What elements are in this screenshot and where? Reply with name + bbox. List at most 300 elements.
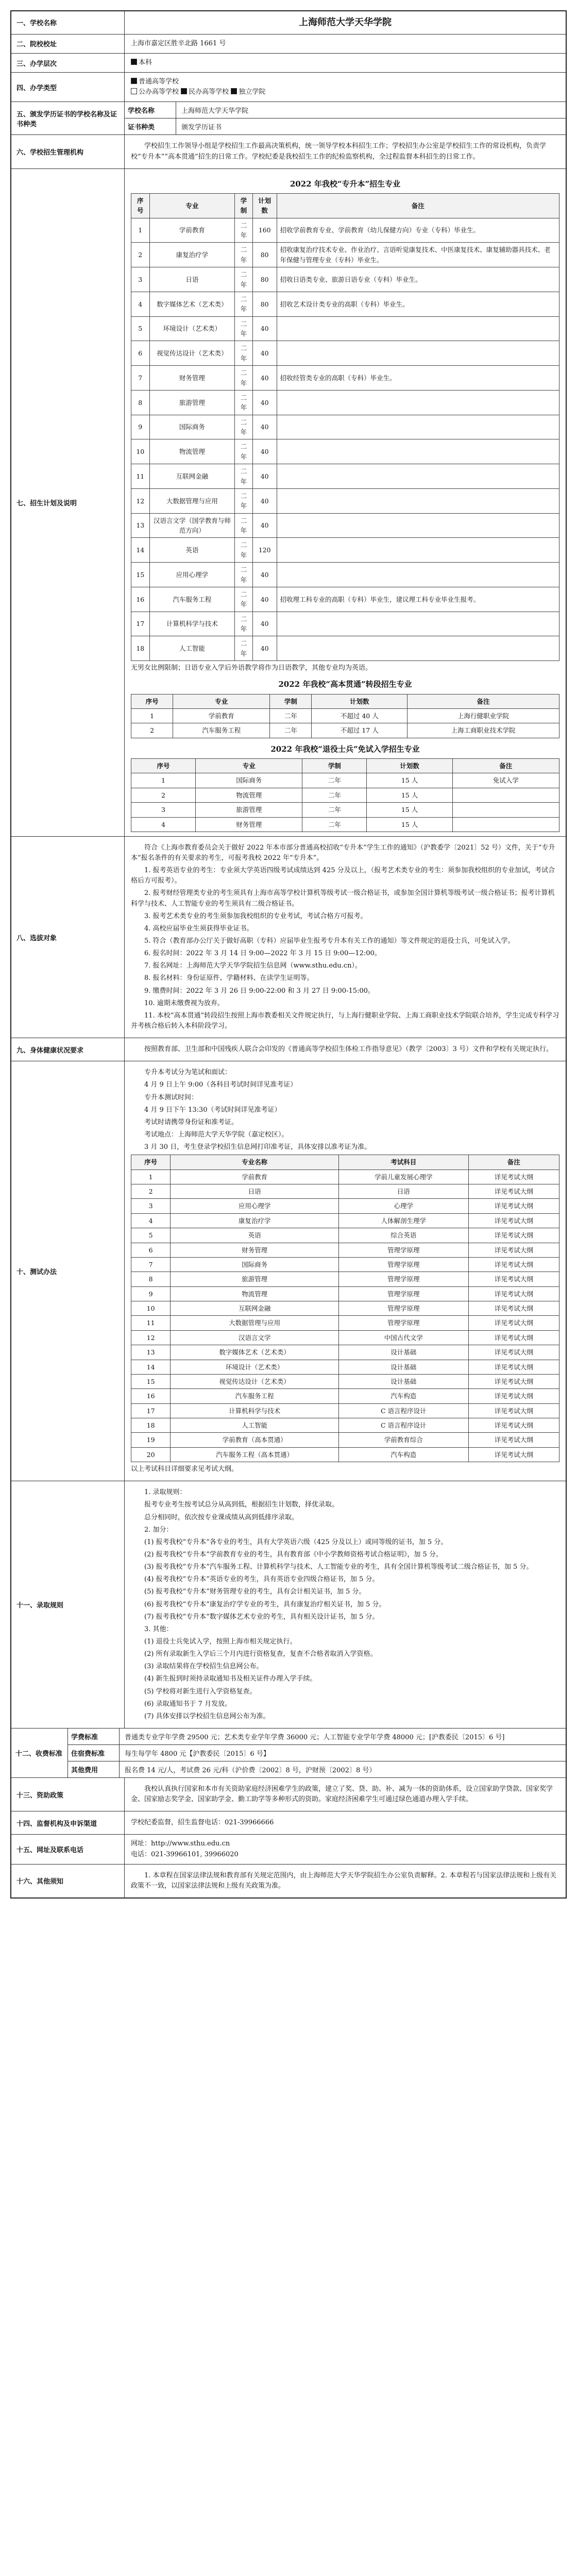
table-header: 专业 xyxy=(149,193,235,218)
table-cell: 40 xyxy=(252,316,277,341)
table-cell: 11 xyxy=(131,464,150,489)
table-cell: 二年 xyxy=(235,636,253,661)
table-cell: 旅游管理 xyxy=(196,803,302,817)
label-health: 九、身体健康状况要求 xyxy=(11,1038,125,1061)
paragraph: 2. 加分： xyxy=(144,1526,173,1534)
table-cell: 学前教育（高本贯通） xyxy=(171,1433,339,1447)
table-cell: 康复治疗学 xyxy=(149,243,235,267)
table-cell xyxy=(277,636,559,661)
plan-caption-1: 2022 年我校“专升本”招生专业 xyxy=(290,179,401,189)
table-cell: 日语 xyxy=(338,1184,468,1199)
table-cell: 视觉传达设计（艺术类） xyxy=(149,341,235,366)
table-cell: 学前儿童发展心理学 xyxy=(338,1170,468,1184)
paragraph: 9. 缴费时间：2022 年 3 月 26 日 9:00-22:00 和 3 月 27 日 9:00-15:00。 xyxy=(144,987,375,995)
table-cell: 15 xyxy=(131,563,150,587)
table-cell xyxy=(277,439,559,464)
table-cell: 详见考试大纲 xyxy=(468,1360,559,1374)
table-header: 专业 xyxy=(196,759,302,773)
table-cell: 详见考试大纲 xyxy=(468,1330,559,1345)
table-cell xyxy=(452,817,559,832)
table-cell: 5 xyxy=(131,316,150,341)
table-cell: 应用心理学 xyxy=(149,563,235,587)
table-cell: 数字媒体艺术（艺术类） xyxy=(149,292,235,316)
table-cell: 英语 xyxy=(149,538,235,563)
table-cell: 18 xyxy=(131,636,150,661)
checkbox-icon xyxy=(181,88,187,94)
table-cell: 中国古代文学 xyxy=(338,1330,468,1345)
table-cell: 80 xyxy=(252,243,277,267)
table-cell: 9 xyxy=(131,415,150,439)
table-cell: 14 xyxy=(131,538,150,563)
aid-text: 我校认真执行国家和本市有关资助家庭经济困难学生的政策，建立了奖、贷、助、补、减为一体的资助体系，设立国家助学贷款、国家奖学金、国家励志奖学金、国家助学金、勤工助学等多种形式的资助。家庭经济困难学生可通过绿色通道办理入学手续。 xyxy=(131,1785,553,1804)
table-row xyxy=(131,1374,559,1388)
paragraph: (7) 报考我校“专升本”数字媒体艺术专业的考生，具有相关设计证书，加 5 分。 xyxy=(144,1613,379,1621)
table-cell: 管理学原理 xyxy=(338,1257,468,1272)
label-admit: 十一、录取规则 xyxy=(11,1481,125,1728)
table-cell: 人体解剖生理学 xyxy=(338,1213,468,1228)
cert-value: 颁发学历证书 xyxy=(181,124,222,132)
paragraph: 4 月 9 日上午 9:00（各科目考试时间详见准考证） xyxy=(144,1081,297,1089)
table-cell: 详见考试大纲 xyxy=(468,1418,559,1433)
table-cell: 大数据管理与应用 xyxy=(171,1316,339,1330)
paragraph: 3. 其他： xyxy=(144,1625,173,1633)
table-row xyxy=(131,723,559,738)
table-cell: 汽车构造 xyxy=(338,1447,468,1462)
table-cell: 详见考试大纲 xyxy=(468,1213,559,1228)
paragraph: (1) 报考我校“专升本”各专业的考生，具有大学英语六级（425 分及以上）或同等级的证书，加 5 分。 xyxy=(144,1538,448,1546)
table-cell: 视觉传达设计（艺术类） xyxy=(171,1374,339,1388)
paragraph: 考试时请携带身份证和准考证。 xyxy=(144,1118,239,1126)
table-cell: 9 xyxy=(131,1286,171,1301)
table-cell: 详见考试大纲 xyxy=(468,1433,559,1447)
label-aid: 十三、资助政策 xyxy=(11,1778,125,1811)
table-cell: 招收康复治疗技术专业、作业治疗、言语听觉康复技术、中医康复技术、康复辅助器具技术、老年保健与管理专业（专科）毕业生。 xyxy=(277,243,559,267)
table-row xyxy=(131,439,559,464)
paragraph: 1. 报考英语专业的考生：专业须大学英语四级考试成绩达到 425 分及以上，（报考艺术类专业的考生：须参加我校组织的专业加试，考试合格后方可报考）。 xyxy=(131,867,555,885)
table-row xyxy=(131,1243,559,1257)
table-cell: 3 xyxy=(131,267,150,292)
table-cell: 汽车服务工程（高本贯通） xyxy=(171,1447,339,1462)
table-header: 专业名称 xyxy=(171,1155,339,1170)
table-row xyxy=(131,243,559,267)
table-cell: 二年 xyxy=(302,803,367,817)
table-cell: 1 xyxy=(131,1170,171,1184)
table-cell: 详见考试大纲 xyxy=(468,1316,559,1330)
table-row xyxy=(131,1389,559,1403)
table-header: 序号 xyxy=(131,759,196,773)
table-cell: 环境设计（艺术类） xyxy=(149,316,235,341)
contact-phone: 电话：021-39966101, 39966020 xyxy=(131,1850,239,1858)
paragraph: 11. 本校“高本贯通”转段招生按照上海市教委相关文件规定执行，与上海行健职业学院、上海工商职业技术学院联合培养，学生完成专科学习并考核合格后转入本科阶段学习。 xyxy=(131,1011,559,1030)
table-header: 备注 xyxy=(408,694,559,708)
table-cell: 160 xyxy=(252,218,277,243)
plan-caption-3: 2022 年我校“退役士兵”免试入学招生专业 xyxy=(270,744,420,754)
table-header: 学制 xyxy=(270,694,312,708)
paragraph: (2) 所有录取新生入学后三个月内进行资格复查，复查不合格者取消入学资格。 xyxy=(144,1650,377,1658)
table-cell: 17 xyxy=(131,612,150,636)
row-other xyxy=(11,1865,566,1897)
table-cell: 二年 xyxy=(235,267,253,292)
paragraph: (4) 报考我校“专升本”英语专业的考生，具有英语专业四级合格证书，加 5 分。 xyxy=(144,1575,379,1584)
paragraph: 2. 报考财经管理类专业的考生须具有上海市高等学校计算机等级考试一级合格证书，或参加全国计算机等级考试一级合格证书；报考计算机科学与技术、人工智能专业的考生须具有二级合格证书。 xyxy=(131,889,555,908)
table-cell xyxy=(277,612,559,636)
table-row xyxy=(131,1316,559,1330)
table-cell: 80 xyxy=(252,267,277,292)
type-opt: 独立学院 xyxy=(239,88,266,96)
table-cell: 人工智能 xyxy=(171,1418,339,1433)
plan-note: 无男女比例限制；日语专业入学后外语教学将作为日语教学，其他专业均为英语。 xyxy=(131,664,372,672)
table-cell: 3 xyxy=(131,803,196,817)
checkbox-icon xyxy=(131,59,137,65)
table-cell: 招收日语类专业、旅游日语专业（专科）毕业生。 xyxy=(277,267,559,292)
table-cell: 40 xyxy=(252,488,277,513)
table-cell: 11 xyxy=(131,1316,171,1330)
label-other: 十六、其他须知 xyxy=(11,1865,125,1897)
table-header: 备注 xyxy=(468,1155,559,1170)
table-cell: 40 xyxy=(252,587,277,612)
paragraph: 8. 报名材料：身份证原件、学籍材料、在读学生证明等。 xyxy=(144,974,314,982)
table-row xyxy=(131,1272,559,1286)
table-cell: 2 xyxy=(131,723,173,738)
paragraph: 4 月 9 日下午 13:30（考试时间详见准考证） xyxy=(144,1106,281,1114)
table-header: 计划数 xyxy=(367,759,452,773)
table-cell: 40 xyxy=(252,513,277,538)
table-cell: 国际商务 xyxy=(196,773,302,788)
table-cell: 4 xyxy=(131,292,150,316)
paragraph: 1. 录取规则： xyxy=(144,1488,186,1497)
paragraph: 符合《上海市教育委员会关于做好 2022 年本市部分普通高校招收“专升本”学生工作的通知》（沪教委学〔2021〕52 号）文件，关于“专升本”报名条件的有关要求的考生，可报考我校 2022 年“专升本”。 xyxy=(131,843,555,862)
table-cell: 国际商务 xyxy=(149,415,235,439)
table-row xyxy=(131,612,559,636)
paragraph: (6) 录取通知书于 7 月发放。 xyxy=(144,1700,232,1708)
table-cell: 4 xyxy=(131,1213,171,1228)
table-cell: 详见考试大纲 xyxy=(468,1301,559,1316)
label-school-name: 一、学校名称 xyxy=(11,11,125,34)
cert-value: 上海师范大学天华学院 xyxy=(181,107,249,115)
table-cell: 二年 xyxy=(235,612,253,636)
table-cell: 详见考试大纲 xyxy=(468,1199,559,1213)
table-cell: 2 xyxy=(131,1184,171,1199)
table-cell: 二年 xyxy=(302,788,367,802)
table-header: 序号 xyxy=(131,694,173,708)
table-cell: 上海行健职业学院 xyxy=(408,709,559,723)
table-cell: 40 xyxy=(252,636,277,661)
row-plan xyxy=(11,169,566,837)
school-name: 上海师范大学天华学院 xyxy=(299,17,392,28)
table-row xyxy=(131,1228,559,1243)
row-supervise xyxy=(11,1811,566,1835)
supervise-text: 学校纪委监督，招生监督电话：021-39966666 xyxy=(131,1819,274,1827)
table-cell: 管理学原理 xyxy=(338,1286,468,1301)
table-row xyxy=(131,1286,559,1301)
paragraph: 3. 报考艺术类专业的考生须参加我校组织的专业考试，考试合格方可报考。 xyxy=(144,912,367,920)
paragraph: (3) 录取结果将在学校招生信息网公布。 xyxy=(144,1663,263,1671)
table-cell: 环境设计（艺术类） xyxy=(171,1360,339,1374)
apply-paras xyxy=(125,837,566,1038)
table-row xyxy=(131,817,559,832)
table-cell: 学前教育综合 xyxy=(338,1433,468,1447)
table-header: 备注 xyxy=(452,759,559,773)
fee-value: 普通类专业学年学费 29500 元；艺术类专业学年学费 36000 元；人工智能专业学年学费 48000 元；[沪教委民〔2015〕6 号] xyxy=(125,1733,505,1741)
paragraph: 考试地点：上海师范大学天华学院（嘉定校区）。 xyxy=(144,1130,288,1139)
table-cell: 15 人 xyxy=(367,817,452,832)
table-cell: 二年 xyxy=(235,243,253,267)
row-school-name xyxy=(11,11,566,35)
table-row xyxy=(131,341,559,366)
paragraph: 专升本测试时间： xyxy=(144,1093,198,1101)
table-cell: 汽车服务工程 xyxy=(173,723,270,738)
table-cell: 详见考试大纲 xyxy=(468,1243,559,1257)
table-cell: 1 xyxy=(131,709,173,723)
table-row xyxy=(131,1170,559,1184)
cert-key: 学校名称 xyxy=(125,102,176,118)
table-header: 学制 xyxy=(302,759,367,773)
table-cell: 二年 xyxy=(270,723,312,738)
table-row xyxy=(131,464,559,489)
plan-caption-2: 2022 年我校“高本贯通”转段招生专业 xyxy=(278,680,412,689)
table-cell: 招收经管类专业的高职（专科）毕业生。 xyxy=(277,366,559,391)
contact-website[interactable]: 网址：http://www.sthu.edu.cn xyxy=(131,1840,230,1848)
label-supervise: 十四、监督机构及申诉渠道 xyxy=(11,1811,125,1834)
table-cell: 学前教育 xyxy=(171,1170,339,1184)
table-cell: 招收学前教育专业、学前教育（幼儿保健方向）专业（专科）毕业生。 xyxy=(277,218,559,243)
table-header: 序号 xyxy=(131,1155,171,1170)
table-cell: 16 xyxy=(131,1389,171,1403)
table-cell: 不超过 40 人 xyxy=(312,709,408,723)
table-cell: 15 xyxy=(131,1374,171,1388)
table-row xyxy=(131,218,559,243)
table-cell: C 语言程序设计 xyxy=(338,1418,468,1433)
row-apply xyxy=(11,837,566,1038)
table-cell: 详见考试大纲 xyxy=(468,1170,559,1184)
table-cell xyxy=(452,803,559,817)
paragraph: (5) 报考我校“专升本”财务管理专业的考生，具有会计相关证书，加 5 分。 xyxy=(144,1588,366,1596)
table-cell: 二年 xyxy=(235,341,253,366)
table-cell: 13 xyxy=(131,1345,171,1360)
table-cell: C 语言程序设计 xyxy=(338,1403,468,1418)
row-health xyxy=(11,1038,566,1061)
paragraph: (2) 报考我校“专升本”学前教育专业的考生，具有教育部《中小学教师资格考试合格证明》，加 5 分。 xyxy=(144,1550,443,1558)
table-cell: 不超过 17 人 xyxy=(312,723,408,738)
table-header: 学制 xyxy=(235,193,253,218)
table-cell: 物流管理 xyxy=(149,439,235,464)
table-cell xyxy=(277,563,559,587)
paragraph: (5) 学校将对新生进行入学资格复查。 xyxy=(144,1687,257,1696)
table-cell: 17 xyxy=(131,1403,171,1418)
row-contact xyxy=(11,1835,566,1864)
table-cell: 招收理工科专业的高职（专科）毕业生，建议理工科专业毕业生报考。 xyxy=(277,587,559,612)
table-row xyxy=(131,1184,559,1199)
table-cell: 15 人 xyxy=(367,773,452,788)
table-cell: 7 xyxy=(131,1257,171,1272)
table-cell: 互联网金融 xyxy=(171,1301,339,1316)
exam-note: 以上考试科目详细要求见考试大纲。 xyxy=(131,1465,239,1473)
row-fees xyxy=(11,1728,566,1778)
table-cell: 18 xyxy=(131,1418,171,1433)
table-cell xyxy=(277,415,559,439)
table-cell: 详见考试大纲 xyxy=(468,1374,559,1388)
label-apply: 八、选拔对象 xyxy=(11,837,125,1038)
type-opt: 公办高等学校 xyxy=(139,88,179,96)
fees-table xyxy=(68,1728,566,1777)
table-row xyxy=(131,1199,559,1213)
table-row xyxy=(131,773,559,788)
table-cell xyxy=(277,464,559,489)
table-cell: 详见考试大纲 xyxy=(468,1272,559,1286)
table-cell: 应用心理学 xyxy=(171,1199,339,1213)
table-cell: 心理学 xyxy=(338,1199,468,1213)
paragraph: 10. 逾期未缴费视为放弃。 xyxy=(144,999,224,1007)
table-cell: 汉语言文学 xyxy=(171,1330,339,1345)
table-cell: 计算机科学与技术 xyxy=(171,1403,339,1418)
table-cell: 管理学原理 xyxy=(338,1301,468,1316)
table-row xyxy=(131,788,559,802)
fee-key: 学费标准 xyxy=(68,1728,120,1744)
table-row xyxy=(131,1360,559,1374)
table-row xyxy=(131,709,559,723)
fee-key: 住宿费标准 xyxy=(68,1745,120,1761)
table-cell xyxy=(277,316,559,341)
other-text: 1. 本章程在国家法律法规和教育部有关规定范围内，由上海师范大学天华学院招生办公室负责解释。2. 本章程若与国家法律法规和上级有关政策不一致，以国家法律法规和上级有关政策为准。 xyxy=(131,1871,557,1890)
checkbox-icon xyxy=(131,78,137,84)
cert-key: 证书种类 xyxy=(125,118,176,134)
level xyxy=(125,54,566,72)
table-cell: 人工智能 xyxy=(149,636,235,661)
table-row xyxy=(131,1403,559,1418)
type-options xyxy=(125,73,566,101)
table-cell: 财务管理 xyxy=(149,366,235,391)
table-row xyxy=(131,316,559,341)
row-exam xyxy=(11,1061,566,1481)
table-cell: 二年 xyxy=(235,587,253,612)
table-cell: 40 xyxy=(252,439,277,464)
table-cell: 上海工商职业技术学院 xyxy=(408,723,559,738)
table-cell: 大数据管理与应用 xyxy=(149,488,235,513)
type-opt: 普通高等学校 xyxy=(139,78,179,86)
row-org xyxy=(11,135,566,168)
label-exam: 十、测试办法 xyxy=(11,1061,125,1481)
table-row xyxy=(131,488,559,513)
table-cell: 学前教育 xyxy=(173,709,270,723)
table-cell: 40 xyxy=(252,563,277,587)
table-header: 计划数 xyxy=(252,193,277,218)
label-contact: 十五、网址及联系电话 xyxy=(11,1835,125,1863)
table-row xyxy=(131,1447,559,1462)
table-cell: 计算机科学与技术 xyxy=(149,612,235,636)
table-row xyxy=(131,563,559,587)
plan-table-3 xyxy=(131,758,559,832)
table-row xyxy=(131,803,559,817)
table-cell: 8 xyxy=(131,390,150,415)
table-header: 专业 xyxy=(173,694,270,708)
table-cell xyxy=(277,488,559,513)
paragraph: (7) 具体安排以学校招生信息网公布为准。 xyxy=(144,1712,270,1720)
table-cell: 二年 xyxy=(235,316,253,341)
table-row xyxy=(131,636,559,661)
table-cell: 二年 xyxy=(235,218,253,243)
table-cell: 汽车服务工程 xyxy=(149,587,235,612)
table-cell: 二年 xyxy=(235,415,253,439)
table-row xyxy=(131,390,559,415)
table-row xyxy=(131,1330,559,1345)
table-cell: 财务管理 xyxy=(171,1243,339,1257)
table-cell: 40 xyxy=(252,390,277,415)
table-cell xyxy=(277,390,559,415)
table-cell: 设计基础 xyxy=(338,1345,468,1360)
table-cell: 6 xyxy=(131,1243,171,1257)
table-cell xyxy=(277,341,559,366)
table-cell: 旅游管理 xyxy=(149,390,235,415)
table-cell xyxy=(277,513,559,538)
table-row xyxy=(131,1213,559,1228)
table-cell: 财务管理 xyxy=(196,817,302,832)
table-cell: 20 xyxy=(131,1447,171,1462)
table-cell: 10 xyxy=(131,439,150,464)
table-cell: 管理学原理 xyxy=(338,1272,468,1286)
table-row xyxy=(131,538,559,563)
table-cell: 汽车构造 xyxy=(338,1389,468,1403)
table-cell: 详见考试大纲 xyxy=(468,1447,559,1462)
table-cell: 15 人 xyxy=(367,788,452,802)
table-cell: 4 xyxy=(131,817,196,832)
table-cell: 免试入学 xyxy=(452,773,559,788)
label-address: 二、院校校址 xyxy=(11,35,125,53)
document xyxy=(10,10,567,1899)
table-cell: 6 xyxy=(131,341,150,366)
paragraph: 5. 符合（教育部办公厅关于做好高职（专科）应届毕业生报考专升本有关工作的通知）等文件规定的退役士兵，可免试入学。 xyxy=(144,937,515,945)
table-row xyxy=(131,1257,559,1272)
row-type xyxy=(11,73,566,102)
exam-paras xyxy=(131,1067,559,1153)
table-cell: 14 xyxy=(131,1360,171,1374)
table-cell: 详见考试大纲 xyxy=(468,1286,559,1301)
row-level xyxy=(11,54,566,73)
table-header: 计划数 xyxy=(312,694,408,708)
table-cell: 40 xyxy=(252,341,277,366)
table-cell: 二年 xyxy=(235,563,253,587)
table-cell: 物流管理 xyxy=(171,1286,339,1301)
label-fees: 十二、收费标准 xyxy=(11,1728,68,1777)
paragraph: 报考专业考生按考试总分从高到低，根据招生计划数，择优录取。 xyxy=(144,1501,339,1509)
table-cell: 40 xyxy=(252,415,277,439)
table-cell: 40 xyxy=(252,366,277,391)
plan-table-1 xyxy=(131,193,559,661)
label-cert: 五、颁发学历证书的学校名称及证书种类 xyxy=(11,102,125,134)
checkbox-icon xyxy=(131,88,137,94)
table-cell: 二年 xyxy=(235,513,253,538)
label-plan: 七、招生计划及说明 xyxy=(11,169,125,836)
org-text: 学校招生工作领导小组是学校招生工作最高决策机构，统一领导学校本科招生工作；学校招生办公室是学校招生工作的常设机构，负责学校“专升本”“高本贯通”招生的日常工作。学校纪委是我校招生工作的纪检监察机构，全过程监督本科招生的日常工作。 xyxy=(131,142,547,161)
table-row xyxy=(131,1418,559,1433)
label-org: 六、学校招生管理机构 xyxy=(11,135,125,168)
table-row xyxy=(131,1345,559,1360)
table-cell: 40 xyxy=(252,464,277,489)
table-cell: 二年 xyxy=(270,709,312,723)
cert-table xyxy=(125,102,566,134)
table-cell: 二年 xyxy=(302,773,367,788)
table-header: 考试科目 xyxy=(338,1155,468,1170)
checkbox-icon xyxy=(231,88,237,94)
label-type: 四、办学类型 xyxy=(11,73,125,101)
paragraph: (4) 新生报到时须持录取通知书及相关证件办理入学手续。 xyxy=(144,1675,317,1683)
plan-table-2 xyxy=(131,694,559,738)
paragraph: 专升本考试分为笔试和面试： xyxy=(144,1069,232,1077)
table-cell: 招收艺术设计类专业的高职（专科）毕业生。 xyxy=(277,292,559,316)
table-cell: 英语 xyxy=(171,1228,339,1243)
table-row xyxy=(131,1301,559,1316)
paragraph: 7. 报名网址：上海师范大学天华学院招生信息网（www.sthu.edu.cn）。 xyxy=(144,962,362,970)
table-cell: 二年 xyxy=(235,464,253,489)
